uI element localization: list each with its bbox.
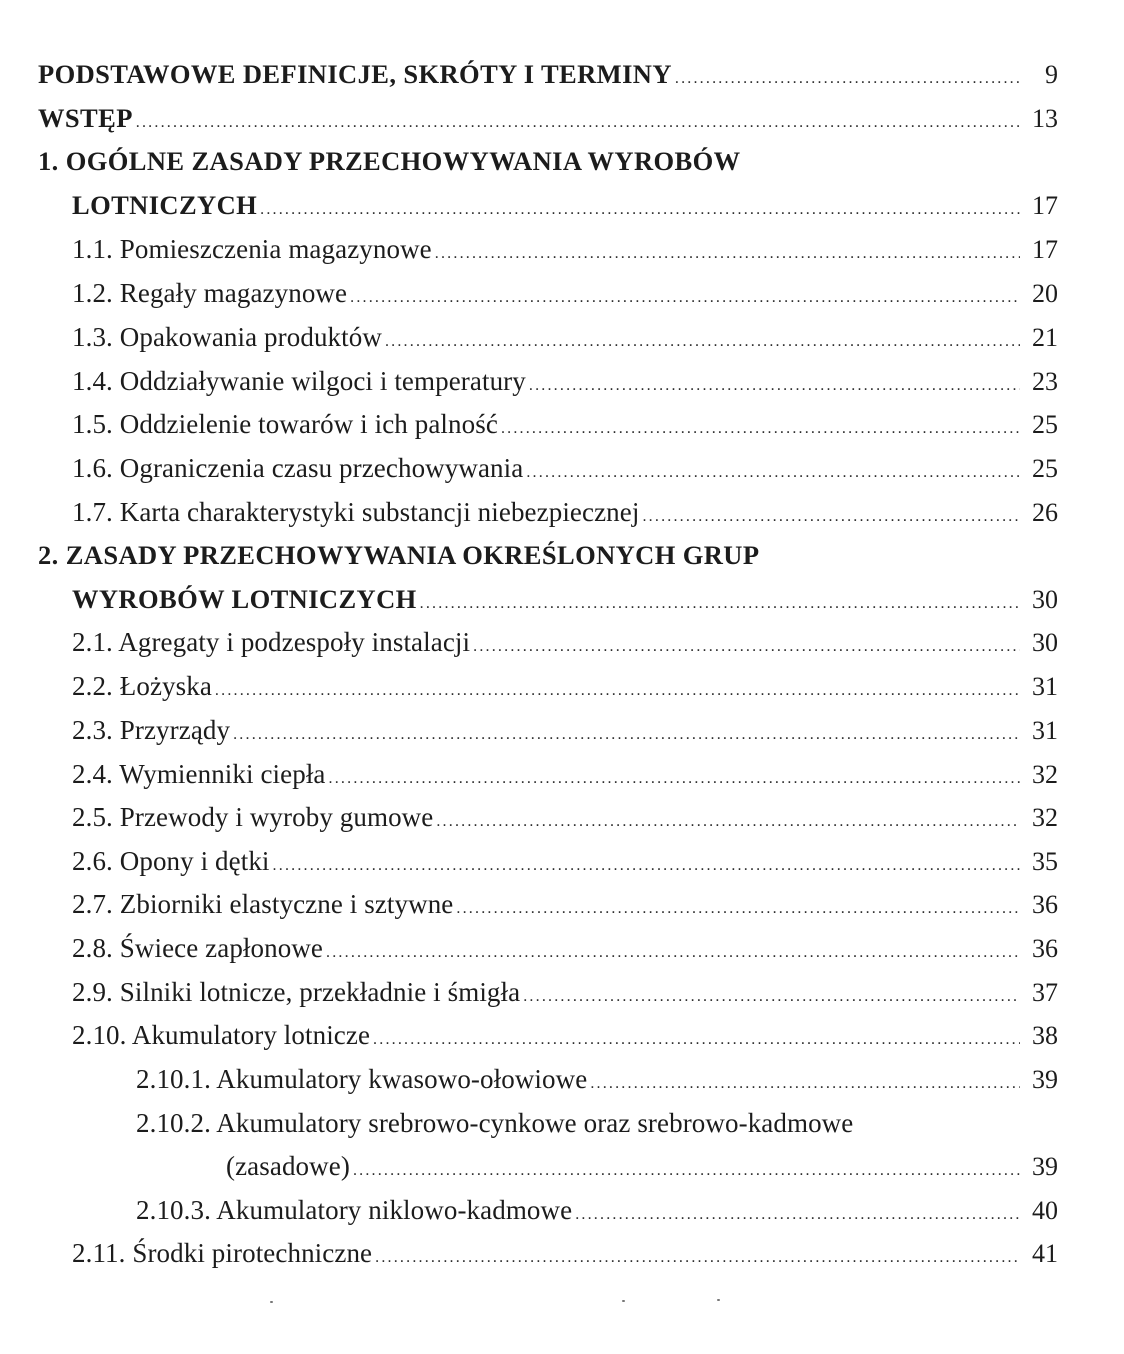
toc-entry xyxy=(0,234,1124,274)
toc-entry-page: 37 xyxy=(1032,978,1058,1007)
toc-leader-dots xyxy=(420,595,1020,613)
toc-leader-dots xyxy=(526,464,1020,482)
toc-entry-title: 2.10.1. Akumulatory kwasowo-ołowiowe xyxy=(136,1064,588,1094)
toc-entry-title: 2.8. Świece zapłonowe xyxy=(72,933,324,963)
toc-entry-page: 31 xyxy=(1032,672,1058,701)
toc-entry-page: 21 xyxy=(1032,323,1058,352)
toc-leader-dots xyxy=(436,813,1020,831)
toc-leader-dots xyxy=(326,944,1020,962)
toc-entry-title: 1.2. Regały magazynowe xyxy=(72,278,348,308)
toc-entry-page: 38 xyxy=(1032,1021,1058,1050)
toc-leader-dots xyxy=(215,682,1020,700)
toc-leader-dots xyxy=(373,1031,1020,1049)
toc-entry xyxy=(0,1064,1124,1104)
toc-entry xyxy=(0,1238,1124,1278)
toc-entry-title: WSTĘP xyxy=(38,103,133,133)
toc-entry xyxy=(0,1151,1124,1191)
toc-entry xyxy=(0,59,1124,99)
toc-leader-dots xyxy=(375,1249,1020,1267)
toc-entry-title: LOTNICZYCH xyxy=(72,190,258,220)
toc-entry-title: 2.1. Agregaty i podzespoły instalacji xyxy=(72,627,471,657)
toc-entry xyxy=(0,322,1124,362)
toc-entry-page: 26 xyxy=(1032,498,1058,527)
toc-entry-title: 2.10.2. Akumulatory srebrowo-cynkowe oraz srebrowo-kadmowe xyxy=(136,1108,854,1138)
toc-entry-title: 2.11. Środki pirotechniczne xyxy=(72,1238,373,1268)
toc-leader-dots xyxy=(353,1162,1020,1180)
toc-entry xyxy=(0,497,1124,537)
toc-entry xyxy=(0,759,1124,799)
toc-entry xyxy=(0,889,1124,929)
toc-entry-title: 2.3. Przyrządy xyxy=(72,715,231,745)
scan-speck xyxy=(717,1299,720,1301)
toc-leader-dots xyxy=(273,857,1020,875)
toc-entry-page: 36 xyxy=(1032,934,1058,963)
toc-leader-dots xyxy=(523,988,1020,1006)
toc-entry-title: 2.10. Akumulatory lotnicze xyxy=(72,1020,371,1050)
toc-heading xyxy=(0,146,1124,186)
toc-entry-page: 25 xyxy=(1032,410,1058,439)
toc-entry-page: 32 xyxy=(1032,760,1058,789)
toc-leader-dots xyxy=(260,201,1020,219)
toc-entry-title: 1.3. Opakowania produktów xyxy=(72,322,382,352)
toc-entry-title: 2.5. Przewody i wyroby gumowe xyxy=(72,802,434,832)
toc-entry-page: 25 xyxy=(1032,454,1058,483)
toc-leader-dots xyxy=(675,70,1020,88)
toc-leader-dots xyxy=(435,245,1020,263)
toc-entry-title: 2.7. Zbiorniki elastyczne i sztywne xyxy=(72,889,454,919)
toc-leader-dots xyxy=(233,726,1020,744)
toc-entry-title: WYROBÓW LOTNICZYCH xyxy=(72,584,417,614)
toc-leader-dots xyxy=(136,114,1020,132)
toc-entry-title: (zasadowe) xyxy=(226,1151,350,1181)
toc-entry xyxy=(0,802,1124,842)
toc-entry-title: 2.6. Opony i dętki xyxy=(72,846,270,876)
toc-entry xyxy=(0,1195,1124,1235)
toc-entry xyxy=(0,409,1124,449)
toc-entry-page: 31 xyxy=(1032,716,1058,745)
toc-entry xyxy=(0,453,1124,493)
toc-entry-page: 32 xyxy=(1032,803,1058,832)
toc-entry xyxy=(0,584,1124,624)
toc-entry-page: 39 xyxy=(1032,1065,1058,1094)
toc-entry-title: 1.1. Pomieszczenia magazynowe xyxy=(72,234,432,264)
toc-entry xyxy=(0,671,1124,711)
toc-entry-title: 2.10.3. Akumulatory niklowo-kadmowe xyxy=(136,1195,573,1225)
toc-entry-page: 40 xyxy=(1032,1196,1058,1225)
toc-entry-page: 9 xyxy=(1045,60,1058,89)
toc-entry-page: 13 xyxy=(1032,104,1058,133)
scan-speck xyxy=(270,1301,273,1303)
toc-entry-page: 20 xyxy=(1032,279,1058,308)
scan-speck xyxy=(622,1300,625,1302)
toc-entry xyxy=(0,103,1124,143)
toc-entry-page: 23 xyxy=(1032,367,1058,396)
toc-entry xyxy=(0,977,1124,1017)
toc-entry xyxy=(0,627,1124,667)
toc-entry-title: 2.4. Wymienniki ciepła xyxy=(72,759,326,789)
toc-entry-title: PODSTAWOWE DEFINICJE, SKRÓTY I TERMINY xyxy=(38,59,672,89)
toc-heading xyxy=(0,540,1124,580)
toc-entry xyxy=(0,278,1124,318)
toc-entry xyxy=(0,933,1124,973)
toc-entry xyxy=(0,846,1124,886)
toc-entry-page: 17 xyxy=(1032,235,1058,264)
toc-leader-dots xyxy=(329,770,1020,788)
toc-entry-page: 30 xyxy=(1032,628,1058,657)
toc-leader-dots xyxy=(575,1206,1020,1224)
toc-entry xyxy=(0,1020,1124,1060)
toc-entry-page: 36 xyxy=(1032,890,1058,919)
toc-leader-dots xyxy=(501,420,1020,438)
toc-heading xyxy=(0,1108,1124,1148)
toc-entry xyxy=(0,190,1124,230)
toc-entry-page: 39 xyxy=(1032,1152,1058,1181)
toc-leader-dots xyxy=(456,900,1020,918)
toc-entry-title: 2.9. Silniki lotnicze, przekładnie i śmigła xyxy=(72,977,521,1007)
toc-entry-title: 1.7. Karta charakterystyki substancji niebezpiecznej xyxy=(72,497,640,527)
toc-entry-title: 2.2. Łożyska xyxy=(72,671,212,701)
toc-leader-dots xyxy=(350,289,1020,307)
toc-entry-page: 35 xyxy=(1032,847,1058,876)
toc-leader-dots xyxy=(473,638,1020,656)
toc-entry xyxy=(0,715,1124,755)
toc-entry-page: 17 xyxy=(1032,191,1058,220)
toc-entry-page: 41 xyxy=(1032,1239,1058,1268)
toc-leader-dots xyxy=(385,333,1020,351)
toc-entry-page: 30 xyxy=(1032,585,1058,614)
toc-entry xyxy=(0,366,1124,406)
toc-leader-dots xyxy=(529,377,1020,395)
toc-entry-title: 1.5. Oddzielenie towarów i ich palność xyxy=(72,409,498,439)
toc-leader-dots xyxy=(642,508,1020,526)
toc-leader-dots xyxy=(590,1075,1020,1093)
toc-entry-title: 1.4. Oddziaływanie wilgoci i temperatury xyxy=(72,366,526,396)
toc-entry-title: 1.6. Ograniczenia czasu przechowywania xyxy=(72,453,524,483)
toc-entry-title: 2. ZASADY PRZECHOWYWANIA OKREŚLONYCH GRUP xyxy=(38,540,760,570)
toc-entry-title: 1. OGÓLNE ZASADY PRZECHOWYWANIA WYROBÓW xyxy=(38,146,741,176)
